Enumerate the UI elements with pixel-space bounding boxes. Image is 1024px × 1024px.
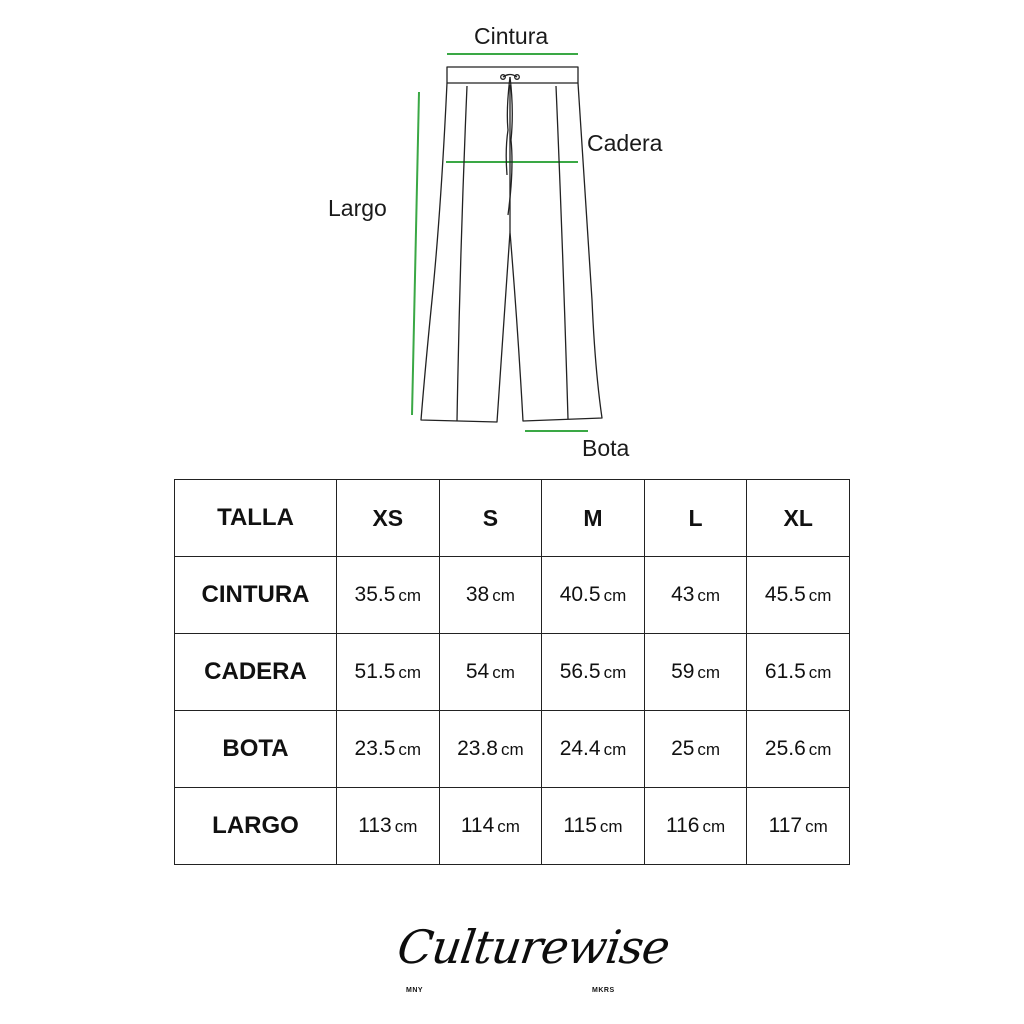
- corner-header: TALLA: [175, 480, 337, 557]
- table-row: [175, 711, 850, 788]
- cell-value: 61.5: [764, 660, 806, 683]
- row-label: CADERA: [175, 634, 337, 711]
- cell-value: 40.5: [559, 583, 601, 606]
- cell-value: 35.5: [354, 583, 396, 606]
- cell-unit: cm: [394, 817, 418, 836]
- cell-unit: cm: [603, 740, 627, 759]
- cell-value: 115: [563, 814, 597, 837]
- cell-value: 24.4: [559, 737, 601, 760]
- cell-value: 116: [666, 814, 700, 837]
- table-cell: [542, 788, 645, 865]
- brand-logo: Culturewise: [394, 920, 673, 974]
- cell-value: 45.5: [764, 583, 806, 606]
- hem-label: Bota: [582, 435, 630, 461]
- table-cell: [542, 634, 645, 711]
- brand-tag-right: MKRS: [592, 987, 615, 994]
- row-label: CINTURA: [175, 557, 337, 634]
- brand-footer: [0, 918, 1024, 1008]
- size-chart-table: [174, 479, 850, 865]
- size-header: L: [644, 480, 747, 557]
- cell-value: 51.5: [354, 660, 396, 683]
- cell-unit: cm: [808, 586, 832, 605]
- brand-tag-left: MNY: [406, 987, 424, 994]
- table-cell: [439, 711, 542, 788]
- length-measure-line: [412, 92, 419, 415]
- cell-unit: cm: [702, 817, 726, 836]
- cell-unit: cm: [492, 586, 515, 605]
- table-row: [175, 634, 850, 711]
- cell-value: 43: [671, 583, 695, 606]
- table-cell: [439, 788, 542, 865]
- cell-unit: cm: [808, 740, 832, 759]
- hip-label: Cadera: [587, 130, 663, 156]
- table-cell: [439, 634, 542, 711]
- size-header: XS: [337, 480, 440, 557]
- cell-unit: cm: [398, 740, 422, 759]
- table-cell: [337, 788, 440, 865]
- cell-unit: cm: [697, 586, 721, 605]
- row-label: LARGO: [175, 788, 337, 865]
- cell-unit: cm: [599, 817, 623, 836]
- length-label: Largo: [328, 195, 387, 221]
- cell-unit: cm: [603, 586, 627, 605]
- cell-value: 113: [358, 814, 392, 837]
- size-header: S: [439, 480, 542, 557]
- pants-outline: [421, 67, 602, 422]
- table-row: [175, 557, 850, 634]
- cell-value: 23.8: [457, 737, 498, 760]
- table-cell: [337, 634, 440, 711]
- table-cell: [644, 711, 747, 788]
- table-cell: [542, 557, 645, 634]
- table-header-row: [175, 480, 850, 557]
- table-cell: [747, 788, 850, 865]
- size-header: XL: [747, 480, 850, 557]
- table-row: [175, 788, 850, 865]
- table-cell: [747, 634, 850, 711]
- cell-unit: cm: [805, 817, 828, 836]
- cell-unit: cm: [697, 663, 721, 682]
- cell-value: 114: [460, 814, 495, 837]
- cell-value: 54: [465, 660, 490, 683]
- table-cell: [439, 557, 542, 634]
- cell-unit: cm: [603, 663, 627, 682]
- size-header: M: [542, 480, 645, 557]
- table-cell: [644, 788, 747, 865]
- table-cell: [337, 711, 440, 788]
- cell-value: 38: [465, 583, 490, 606]
- table-cell: [337, 557, 440, 634]
- cell-unit: cm: [497, 817, 520, 836]
- cell-value: 56.5: [559, 660, 601, 683]
- table-cell: [542, 711, 645, 788]
- waist-label: Cintura: [474, 23, 549, 49]
- cell-unit: cm: [500, 740, 524, 759]
- cell-value: 25: [671, 737, 695, 760]
- table-cell: [747, 557, 850, 634]
- cell-unit: cm: [697, 740, 721, 759]
- table-cell: [644, 634, 747, 711]
- cell-value: 25.6: [764, 737, 806, 760]
- cell-unit: cm: [398, 663, 422, 682]
- row-label: BOTA: [175, 711, 337, 788]
- pants-diagram: [0, 0, 1024, 470]
- pants-illustration: [0, 0, 1024, 470]
- cell-value: 23.5: [354, 737, 396, 760]
- table-cell: [747, 711, 850, 788]
- table-cell: [644, 557, 747, 634]
- cell-unit: cm: [492, 663, 515, 682]
- cell-value: 117: [768, 814, 803, 837]
- cell-unit: cm: [808, 663, 832, 682]
- cell-unit: cm: [398, 586, 422, 605]
- cell-value: 59: [671, 660, 695, 683]
